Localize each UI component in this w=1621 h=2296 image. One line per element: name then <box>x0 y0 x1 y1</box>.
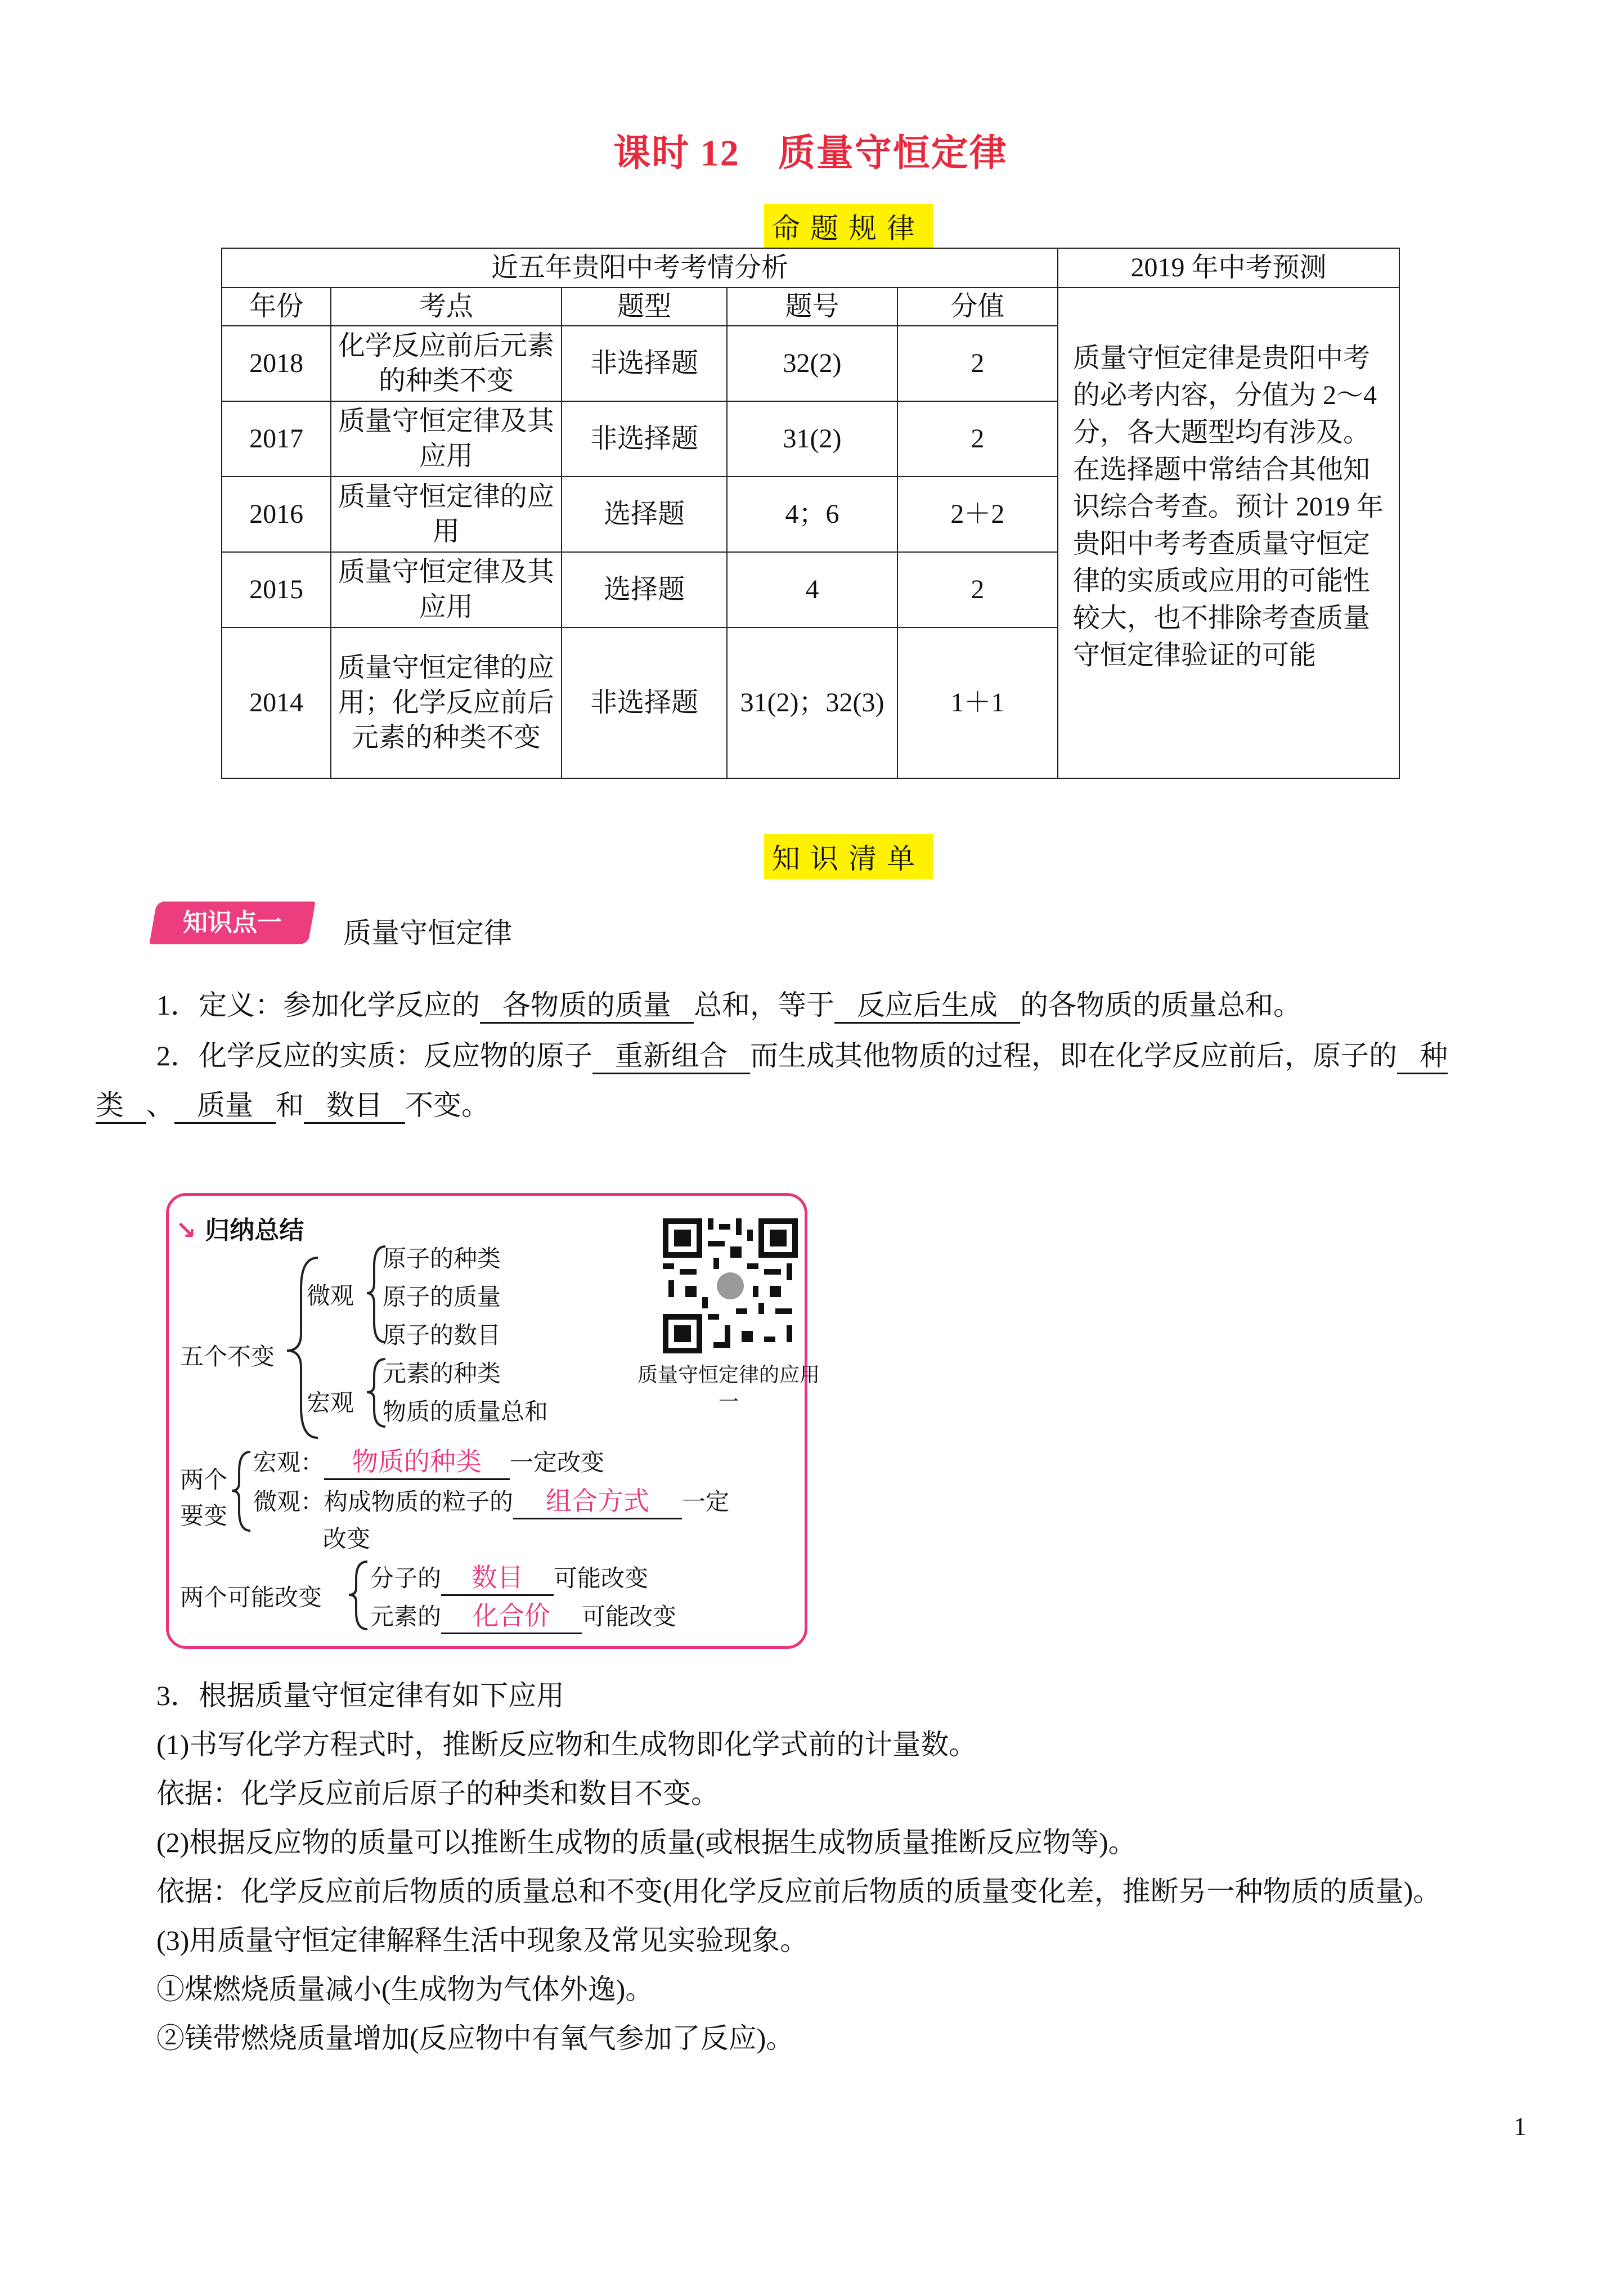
col-type: 题型 <box>562 288 728 326</box>
apps-heading: 3．根据质量守恒定律有如下应用 <box>156 1680 564 1711</box>
section-heading-knowledge: 知识清单 <box>764 834 933 879</box>
table-row: 2016 质量守恒定律的应用 选择题 4；6 2＋2 <box>222 477 1399 552</box>
macro-change-line: 宏观： 物质的种类 一定改变 <box>253 1444 604 1480</box>
prediction-text: 质量守恒定律是贵阳中考的必考内容，分值为 2～4 分，各大题型均有涉及。在选择题中常结合其他知识综合考查。预计 2019 年贵阳中考考查质量守恒定律的实质或应用的可能性较大，也不排除考查质量守恒定律验证的可能 <box>1058 288 1399 778</box>
summary-header: ↘ 归纳总结 <box>176 1216 304 1245</box>
brace-two-must-icon <box>231 1449 253 1533</box>
app-item: 依据：化学反应前后物质的质量总和不变(用化学反应前后物质的质量变化差，推断另一种物质的质量)。 <box>156 1876 1442 1907</box>
essence-blank-4: 数目 <box>304 1088 405 1124</box>
micro-change-line: 微观：构成物质的粒子的 组合方式 一定 <box>253 1483 729 1519</box>
app-item: ②镁带燃烧质量增加(反应物中有氧气参加了反应)。 <box>156 2023 794 2054</box>
definition-blank-1: 各物质的质量 <box>480 988 694 1024</box>
qr-code[interactable] <box>663 1218 798 1353</box>
table-row: 2017 质量守恒定律及其应用 非选择题 31(2) 2 <box>222 401 1399 477</box>
essence-blank-2a: 种 <box>1397 1039 1448 1074</box>
table-row: 2014 质量守恒定律的应用；化学反应前后元素的种类不变 非选择题 31(2)；32(3) 1＋1 <box>222 627 1399 778</box>
app-item: 依据：化学反应前后原子的种类和数目不变。 <box>156 1778 719 1809</box>
table-header-left: 近五年贵阳中考考情分析 <box>222 248 1058 288</box>
molecule-change-line: 分子的 数目 可能改变 <box>370 1560 648 1596</box>
table-row: 2015 质量守恒定律及其应用 选择题 4 2 <box>222 552 1399 627</box>
molecule-change-answer: 数目 <box>472 1562 524 1593</box>
essence-paragraph: 2．化学反应的实质：反应物的原子 重新组合 而生成其他物质的过程，即在化学反应前后，原子的 种 类 、 质量 和 数目 不变。 <box>96 1031 1536 1130</box>
two-may-change-label: 两个可能改变 <box>180 1584 322 1611</box>
macro-label: 宏观 <box>307 1389 354 1416</box>
section-heading-law: 命题规律 <box>764 204 933 249</box>
col-number: 题号 <box>727 288 897 326</box>
qr-code-icon <box>663 1218 798 1353</box>
five-unchanged-label: 五个不变 <box>180 1343 275 1370</box>
col-point: 考点 <box>331 288 562 326</box>
table-row: 2018 化学反应前后元素的种类不变 非选择题 32(2) 2 <box>222 326 1399 401</box>
page-title: 课时 12 质量守恒定律 <box>613 133 1008 174</box>
col-year: 年份 <box>222 288 331 326</box>
app-item: (2)根据反应物的质量可以推断生成物的质量(或根据生成物质量推断反应物等)。 <box>156 1827 1137 1858</box>
knowledge-point-title: 质量守恒定律 <box>343 917 512 949</box>
knowledge-point-tag: 知识点一 <box>149 902 315 944</box>
element-change-answer: 化合价 <box>473 1600 551 1631</box>
app-item: (3)用质量守恒定律解释生活中现象及常见实验现象。 <box>156 1925 809 1956</box>
two-must-change-label: 两个 要变 <box>180 1466 228 1530</box>
col-score: 分值 <box>897 288 1058 326</box>
essence-blank-1: 重新组合 <box>592 1039 750 1074</box>
arrow-down-right-icon: ↘ <box>176 1216 196 1245</box>
app-item: ①煤燃烧质量减小(生成物为气体外逸)。 <box>156 1974 654 2005</box>
page-number: 1 <box>1514 2112 1526 2141</box>
definition-paragraph: 1．定义：参加化学反应的 各物质的质量 总和，等于 反应后生成 的各物质的质量总和。 <box>156 980 1529 1030</box>
micro-label: 微观 <box>307 1282 354 1310</box>
exam-analysis-table <box>221 248 1400 779</box>
app-item: (1)书写化学方程式时，推断反应物和生成物即化学式前的计量数。 <box>156 1729 977 1760</box>
definition-blank-2: 反应后生成 <box>834 988 1020 1024</box>
essence-blank-3: 质量 <box>174 1088 276 1124</box>
element-change-line: 元素的 化合价 可能改变 <box>370 1598 676 1634</box>
table-header-right: 2019 年中考预测 <box>1058 248 1399 288</box>
brace-two-may-icon <box>348 1559 370 1632</box>
essence-blank-2b: 类 <box>96 1088 146 1124</box>
micro-change-answer: 组合方式 <box>546 1486 650 1516</box>
macro-change-answer: 物质的种类 <box>352 1446 482 1477</box>
qr-caption: 质量守恒定律的应用一 <box>637 1364 820 1414</box>
